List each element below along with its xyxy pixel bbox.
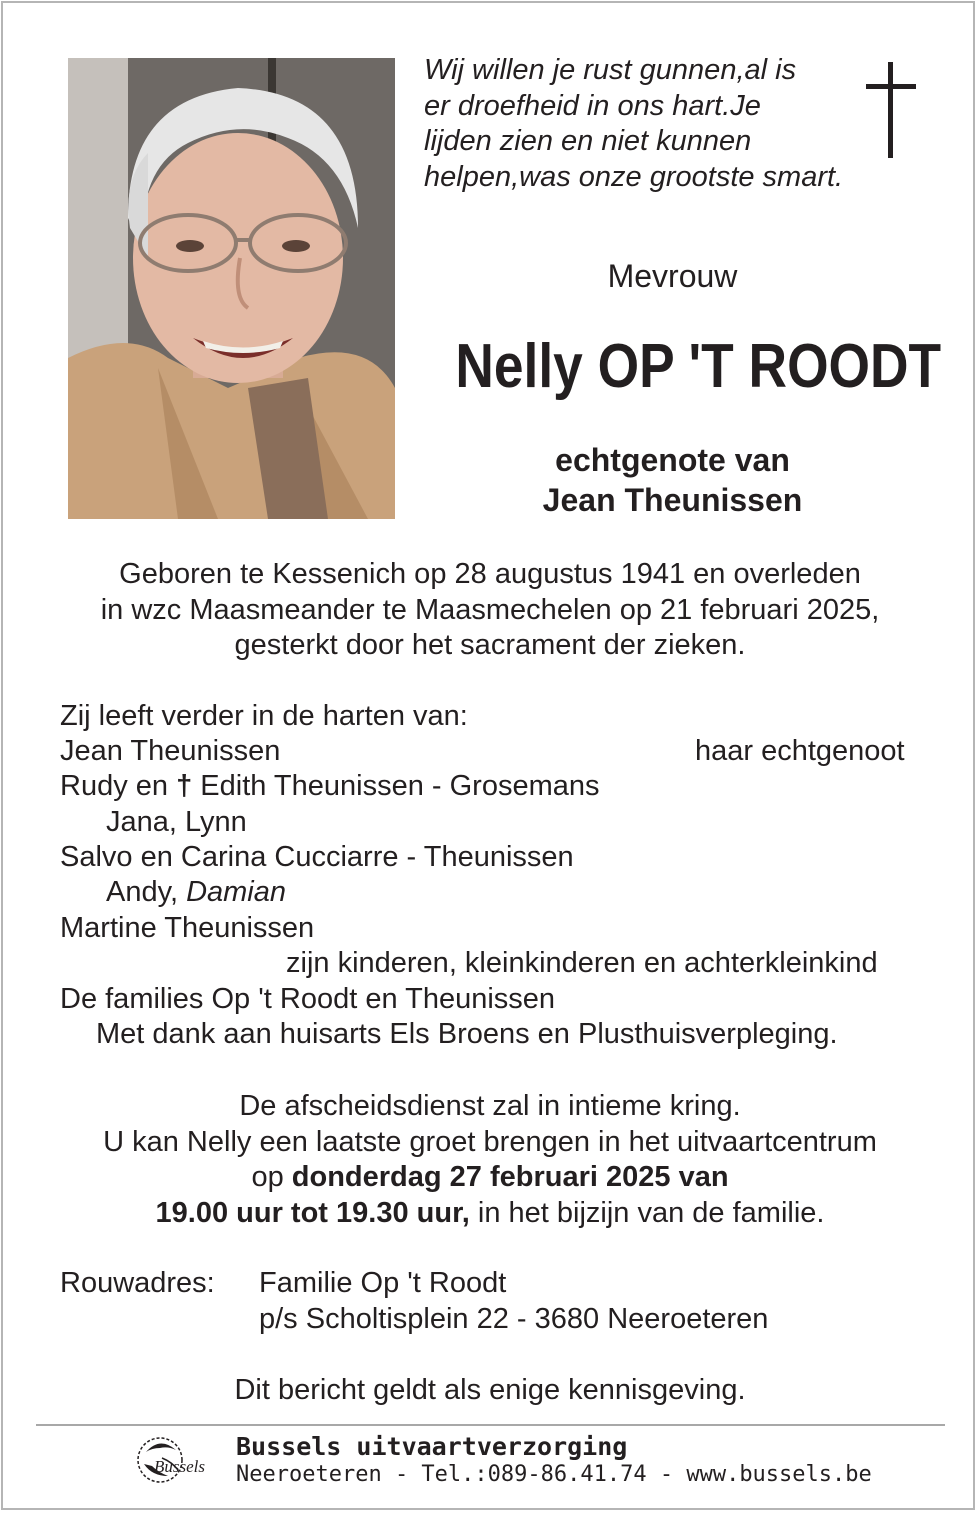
- deceased-name: Nelly OP 'T ROODT: [455, 332, 942, 401]
- mourner-family-2-children: [106, 875, 286, 911]
- deceased-cross-mark: †: [176, 770, 193, 802]
- mourner-family-1-children: Jana, Lynn: [106, 806, 247, 838]
- spouse-info: [420, 440, 925, 520]
- salutation: Mevrouw: [607, 258, 738, 294]
- service-line4-suffix: in het bijzijn van de familie.: [469, 1196, 825, 1229]
- bussels-logo: [132, 1432, 224, 1488]
- service-line: De afscheidsdienst zal in intieme kring.: [239, 1090, 741, 1122]
- spouse-line: echtgenote van: [555, 442, 790, 478]
- service-time: 19.00 uur tot 19.30 uur,: [155, 1196, 470, 1229]
- notice-text: Dit bericht geldt als enige kennisgeving.: [234, 1374, 746, 1406]
- spouse-line: Jean Theunissen: [542, 482, 803, 518]
- portrait-photo: [68, 58, 395, 519]
- mourner-family-2: Salvo en Carina Cucciarre - Theunissen: [60, 841, 574, 873]
- service-line: [0, 1196, 980, 1232]
- birth-death-line: gesterkt door het sacrament der zieken.: [234, 629, 746, 661]
- thanks-text: Met dank aan huisarts Els Broens en Plusthuisverpleging.: [96, 1018, 838, 1050]
- service-line: U kan Nelly een laatste groet brengen in het uitvaartcentrum: [103, 1125, 877, 1158]
- service-date: donderdag 27 februari 2025 van: [291, 1161, 729, 1193]
- address-line: p/s Scholtisplein 22 - 3680 Neeroeteren: [259, 1303, 769, 1335]
- mourner-spouse-role: haar echtgenoot: [695, 735, 905, 767]
- birth-death-line: Geboren te Kessenich op 28 augustus 1941 en overleden: [119, 558, 861, 590]
- company-contact: Neeroeteren - Tel.:089-86.41.74 - www.bussels.be: [236, 1462, 872, 1487]
- family1-prefix: Rudy en: [60, 770, 169, 802]
- address-label: Rouwadres:: [60, 1267, 215, 1299]
- mourner-spouse-name: Jean Theunissen: [60, 735, 281, 767]
- company-name: Bussels uitvaartverzorging: [236, 1432, 628, 1461]
- footer-divider: [36, 1424, 945, 1426]
- mourners-intro: Zij leeft verder in de harten van:: [60, 700, 468, 732]
- poem-line: helpen,was onze grootste smart.: [424, 160, 844, 193]
- mourner-family-3: Martine Theunissen: [60, 912, 315, 944]
- service-info: [0, 1089, 980, 1231]
- family1-suffix: Edith Theunissen - Grosemans: [200, 770, 600, 802]
- poem-line: lijden zien en niet kunnen: [424, 125, 752, 157]
- poem-line: er droefheid in ons hart.Je: [424, 89, 761, 122]
- logo-text: Bussels: [154, 1457, 205, 1476]
- mourner-family-1: [60, 769, 600, 805]
- mourner-relation: zijn kinderen, kleinkinderen en achterkleinkind: [286, 947, 878, 979]
- family2-children-italic: Damian: [186, 876, 286, 908]
- birth-death-text: [0, 557, 980, 664]
- service-line3-prefix: op: [251, 1161, 292, 1193]
- cross-icon: [862, 60, 922, 160]
- address-line: Familie Op 't Roodt: [259, 1267, 507, 1299]
- poem-line: Wij willen je rust gunnen,al is: [424, 54, 797, 86]
- mourner-families: De families Op 't Roodt en Theunissen: [60, 983, 556, 1015]
- poem: [424, 53, 864, 195]
- service-line: [0, 1160, 980, 1196]
- family2-children-normal: Andy,: [106, 876, 187, 908]
- birth-death-line: in wzc Maasmeander te Maasmechelen op 21 februari 2025,: [100, 593, 880, 626]
